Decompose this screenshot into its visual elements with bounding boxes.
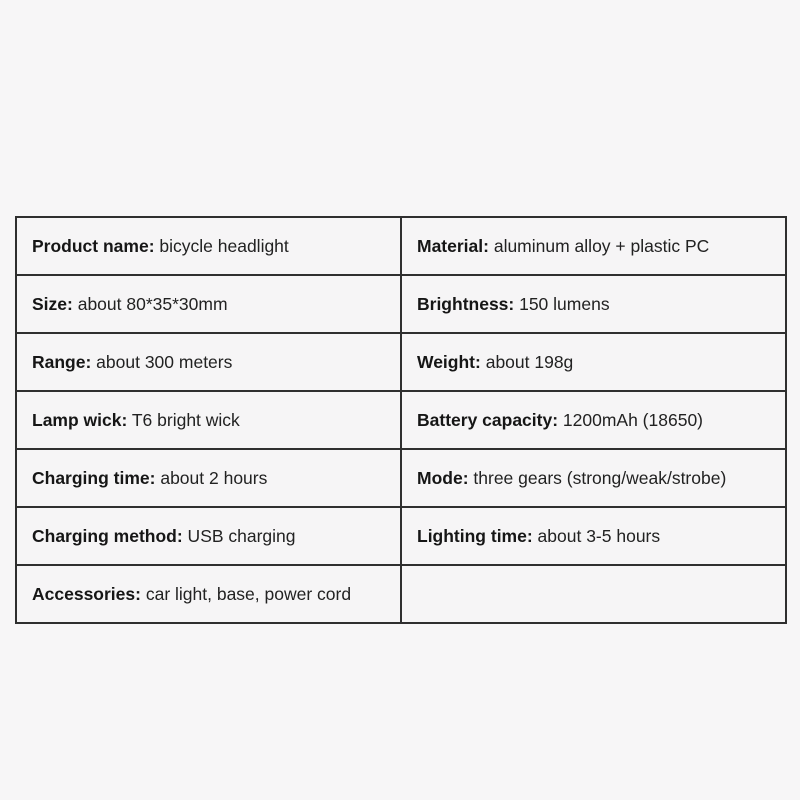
spec-cell-charging-method bbox=[16, 507, 401, 565]
spec-cell-weight bbox=[401, 333, 786, 391]
spec-cell-brightness bbox=[401, 275, 786, 333]
spec-label: Weight: bbox=[417, 351, 481, 372]
table-row bbox=[16, 565, 786, 623]
spec-cell-charging-time bbox=[16, 449, 401, 507]
spec-value: aluminum alloy + plastic PC bbox=[488, 235, 710, 256]
spec-cell-material bbox=[401, 217, 786, 275]
spec-cell-lamp-wick bbox=[16, 391, 401, 449]
spec-value: about 198g bbox=[480, 351, 574, 372]
spec-value: about 2 hours bbox=[155, 467, 268, 488]
spec-label: Lighting time: bbox=[417, 525, 533, 546]
spec-label: Charging method: bbox=[32, 525, 183, 546]
spec-cell-mode bbox=[401, 449, 786, 507]
spec-value: bicycle headlight bbox=[154, 235, 289, 256]
spec-value: three gears (strong/weak/strobe) bbox=[468, 467, 727, 488]
spec-value: USB charging bbox=[182, 525, 296, 546]
spec-label: Battery capacity: bbox=[417, 409, 559, 430]
spec-label: Lamp wick: bbox=[32, 409, 128, 430]
spec-cell-product-name bbox=[16, 217, 401, 275]
spec-table-body bbox=[16, 217, 786, 623]
spec-cell-battery-capacity bbox=[401, 391, 786, 449]
table-row bbox=[16, 449, 786, 507]
spec-cell-empty bbox=[401, 565, 786, 623]
spec-label: Material: bbox=[417, 235, 489, 256]
spec-label: Brightness: bbox=[417, 293, 515, 314]
spec-value: about 300 meters bbox=[91, 351, 233, 372]
spec-cell-size bbox=[16, 275, 401, 333]
table-row bbox=[16, 507, 786, 565]
spec-value: about 3-5 hours bbox=[532, 525, 661, 546]
spec-value: car light, base, power cord bbox=[140, 583, 352, 604]
spec-label: Product name: bbox=[32, 235, 155, 256]
spec-cell-range bbox=[16, 333, 401, 391]
spec-value: 150 lumens bbox=[514, 293, 610, 314]
spec-value: T6 bright wick bbox=[127, 409, 240, 430]
spec-table bbox=[15, 216, 787, 624]
spec-value: about 80*35*30mm bbox=[72, 293, 228, 314]
spec-value: 1200mAh (18650) bbox=[558, 409, 704, 430]
spec-cell-lighting-time bbox=[401, 507, 786, 565]
spec-label: Accessories: bbox=[32, 583, 141, 604]
table-row bbox=[16, 275, 786, 333]
table-row bbox=[16, 333, 786, 391]
spec-label: Charging time: bbox=[32, 467, 156, 488]
spec-label: Mode: bbox=[417, 467, 469, 488]
table-row bbox=[16, 217, 786, 275]
spec-label: Size: bbox=[32, 293, 73, 314]
spec-cell-accessories bbox=[16, 565, 401, 623]
spec-label: Range: bbox=[32, 351, 92, 372]
table-row bbox=[16, 391, 786, 449]
